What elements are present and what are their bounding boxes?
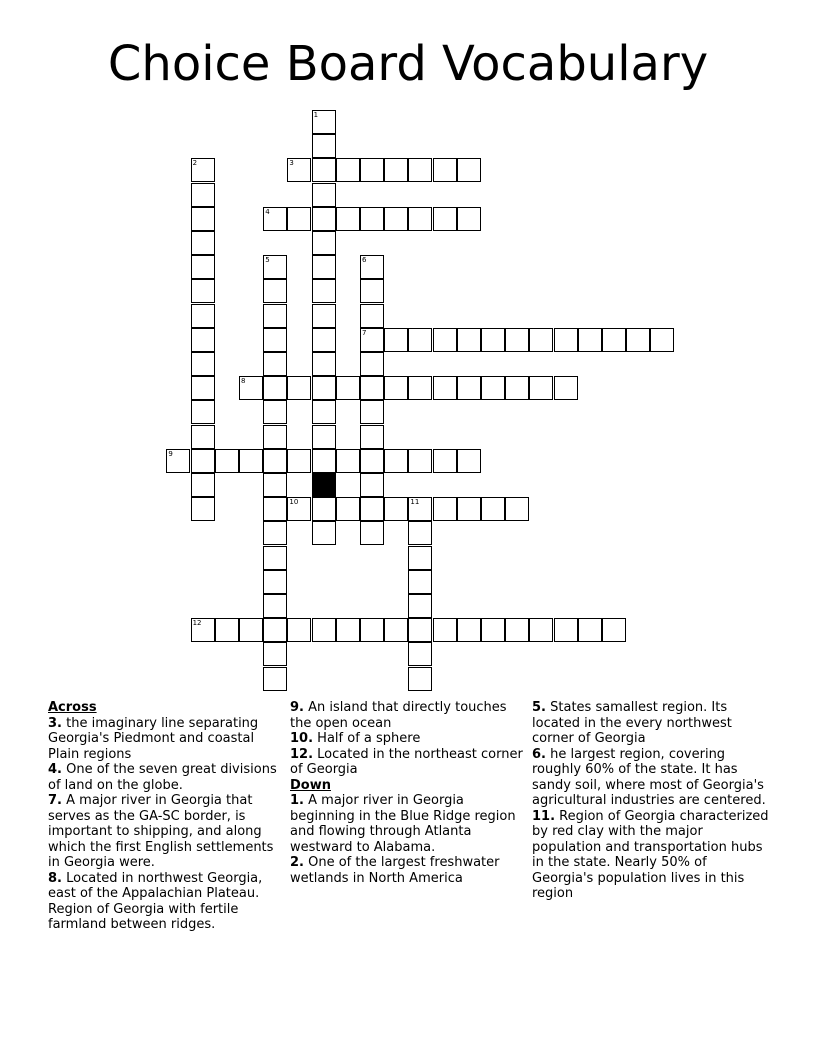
clue-text: Half of a sphere — [317, 731, 421, 746]
clue-across-12 — [290, 747, 526, 778]
clue-number-label: 7 — [362, 328, 367, 337]
grid-cell[interactable] — [263, 425, 287, 449]
clue-text: A major river in Georgia that serves as the GA-SC border, is important to shipping, and along which the first English settlements in Georgia were. — [48, 793, 274, 870]
grid-cell[interactable] — [191, 231, 215, 255]
grid-cell[interactable] — [263, 497, 287, 521]
grid-cell[interactable] — [263, 376, 287, 400]
grid-cell[interactable] — [263, 546, 287, 570]
grid-cell[interactable] — [191, 473, 215, 497]
clue-across-8 — [48, 871, 284, 933]
clue-across-7 — [48, 793, 284, 871]
grid-cell[interactable] — [529, 328, 553, 352]
grid-cell[interactable] — [408, 546, 432, 570]
grid-cell[interactable] — [336, 158, 360, 182]
grid-cell[interactable] — [481, 497, 505, 521]
grid-cell[interactable] — [263, 352, 287, 376]
grid-cell[interactable] — [384, 618, 408, 642]
grid-cell[interactable] — [360, 473, 384, 497]
clue-text: A major river in Georgia beginning in the Blue Ridge region and flowing through Atlanta westward to Alabama. — [290, 793, 516, 855]
grid-cell[interactable] — [287, 497, 311, 521]
grid-cell[interactable] — [336, 207, 360, 231]
clues-column-2 — [290, 700, 526, 886]
grid-cell[interactable] — [263, 667, 287, 691]
grid-cell[interactable] — [166, 449, 190, 473]
grid-cell[interactable] — [360, 207, 384, 231]
grid-cell[interactable] — [263, 207, 287, 231]
grid-cell[interactable] — [191, 255, 215, 279]
grid-cell[interactable] — [191, 352, 215, 376]
grid-cell[interactable] — [191, 279, 215, 303]
grid-cell[interactable] — [312, 618, 336, 642]
grid-cell[interactable] — [287, 449, 311, 473]
grid-cell[interactable] — [312, 400, 336, 424]
clue-number: 12. — [290, 746, 314, 762]
clues-column-1 — [48, 700, 284, 933]
grid-cell[interactable] — [408, 667, 432, 691]
grid-cell[interactable] — [408, 570, 432, 594]
grid-cell[interactable] — [360, 400, 384, 424]
grid-cell[interactable] — [554, 328, 578, 352]
grid-cell[interactable] — [505, 328, 529, 352]
grid-cell[interactable] — [312, 183, 336, 207]
grid-cell[interactable] — [408, 618, 432, 642]
grid-cell[interactable] — [360, 352, 384, 376]
grid-cell[interactable] — [360, 158, 384, 182]
grid-cell[interactable] — [457, 376, 481, 400]
grid-cell[interactable] — [312, 497, 336, 521]
grid-cell[interactable] — [360, 328, 384, 352]
clue-number-label: 12 — [192, 619, 202, 628]
grid-cell[interactable] — [408, 594, 432, 618]
grid-cell[interactable] — [529, 618, 553, 642]
grid-cell[interactable] — [360, 618, 384, 642]
grid-cell[interactable] — [360, 255, 384, 279]
clue-text: One of the largest freshwater wetlands in North America — [290, 855, 500, 886]
grid-cell[interactable] — [457, 497, 481, 521]
grid-cell[interactable] — [312, 328, 336, 352]
clue-across-4 — [48, 762, 284, 793]
grid-cell[interactable] — [481, 376, 505, 400]
grid-cell[interactable] — [191, 328, 215, 352]
black-cell — [312, 473, 336, 497]
grid-cell[interactable] — [360, 376, 384, 400]
grid-cell[interactable] — [336, 449, 360, 473]
grid-cell[interactable] — [263, 642, 287, 666]
grid-cell[interactable] — [287, 376, 311, 400]
grid-cell[interactable] — [384, 449, 408, 473]
grid-cell[interactable] — [408, 158, 432, 182]
grid-cell[interactable] — [457, 328, 481, 352]
clue-across-10 — [290, 731, 526, 747]
clue-number-label: 1 — [313, 111, 319, 119]
grid-cell[interactable] — [384, 207, 408, 231]
grid-cell[interactable] — [360, 304, 384, 328]
grid-cell[interactable] — [263, 570, 287, 594]
clue-number-label: 3 — [289, 159, 294, 168]
clue-text: Located in northwest Georgia, east of the Appalachian Plateau. Region of Georgia with fertile farmland between ridges. — [48, 870, 263, 932]
grid-cell[interactable] — [215, 618, 239, 642]
grid-cell[interactable] — [384, 497, 408, 521]
grid-cell[interactable] — [263, 449, 287, 473]
grid-cell[interactable] — [408, 376, 432, 400]
grid-cell[interactable] — [578, 328, 602, 352]
grid-cell[interactable] — [408, 207, 432, 231]
grid-cell[interactable] — [408, 328, 432, 352]
grid-cell[interactable] — [263, 473, 287, 497]
grid-cell[interactable] — [312, 425, 336, 449]
grid-cell[interactable] — [336, 497, 360, 521]
grid-cell[interactable] — [191, 158, 215, 182]
clue-number: 7. — [48, 793, 62, 808]
grid-cell[interactable] — [287, 618, 311, 642]
grid-cell[interactable] — [360, 497, 384, 521]
grid-cell[interactable] — [263, 328, 287, 352]
grid-cell[interactable] — [433, 618, 457, 642]
clue-number: 6. — [532, 746, 546, 762]
grid-cell[interactable] — [505, 618, 529, 642]
grid-cell[interactable] — [191, 304, 215, 328]
grid-cell[interactable] — [433, 328, 457, 352]
clue-across-9 — [290, 700, 526, 731]
grid-cell[interactable] — [602, 328, 626, 352]
clue-number: 2. — [290, 855, 304, 870]
grid-cell[interactable] — [191, 207, 215, 231]
grid-cell[interactable] — [312, 207, 336, 231]
clue-number: 3. — [48, 715, 62, 731]
grid-cell[interactable] — [578, 618, 602, 642]
grid-cell[interactable] — [360, 521, 384, 545]
clue-across-3 — [48, 716, 284, 763]
grid-cell[interactable] — [191, 618, 215, 642]
grid-cell[interactable] — [287, 207, 311, 231]
grid-cell[interactable] — [263, 521, 287, 545]
across-heading: Across — [48, 700, 97, 715]
clue-number: 5. — [532, 700, 546, 715]
clue-number-label: 8 — [241, 377, 246, 386]
clue-down-11 — [532, 809, 772, 902]
grid-cell[interactable] — [360, 279, 384, 303]
grid-cell[interactable] — [433, 497, 457, 521]
grid-cell[interactable] — [481, 618, 505, 642]
clue-down-2 — [290, 855, 526, 886]
clue-number: 4. — [48, 762, 62, 777]
down-heading: Down — [290, 777, 331, 793]
grid-cell[interactable] — [191, 497, 215, 521]
grid-cell[interactable] — [529, 376, 553, 400]
grid-cell[interactable] — [336, 618, 360, 642]
grid-cell[interactable] — [312, 231, 336, 255]
clue-number: 11. — [532, 808, 556, 824]
clue-number-label: 4 — [265, 207, 270, 216]
clue-text: the imaginary line separating Georgia's Piedmont and coastal Plain regions — [48, 715, 259, 762]
grid-cell[interactable] — [433, 207, 457, 231]
grid-cell[interactable] — [360, 425, 384, 449]
clue-text: Located in the northeast corner of Georgia — [290, 746, 523, 777]
grid-cell[interactable] — [191, 376, 215, 400]
grid-cell[interactable] — [408, 449, 432, 473]
grid-cell[interactable] — [312, 110, 336, 134]
grid-cell[interactable] — [384, 376, 408, 400]
page-title: Choice Board Vocabulary — [107, 36, 709, 92]
grid-cell[interactable] — [312, 158, 336, 182]
grid-cell[interactable] — [602, 618, 626, 642]
grid-cell[interactable] — [239, 449, 263, 473]
grid-cell[interactable] — [360, 449, 384, 473]
clue-number: 9. — [290, 700, 304, 715]
grid-cell[interactable] — [481, 328, 505, 352]
clue-text: States samallest region. Its located in the every northwest corner of Georgia — [532, 700, 732, 746]
grid-cell[interactable] — [312, 521, 336, 545]
grid-cell[interactable] — [239, 618, 263, 642]
grid-cell[interactable] — [312, 449, 336, 473]
grid-cell[interactable] — [626, 328, 650, 352]
clue-number-label: 2 — [192, 159, 198, 168]
grid-cell[interactable] — [191, 183, 215, 207]
grid-cell[interactable] — [312, 304, 336, 328]
grid-cell[interactable] — [263, 255, 287, 279]
grid-cell[interactable] — [263, 594, 287, 618]
clue-number: 1. — [290, 793, 304, 808]
grid-cell[interactable] — [312, 352, 336, 376]
grid-cell[interactable] — [287, 158, 311, 182]
grid-cell[interactable] — [433, 449, 457, 473]
grid-cell[interactable] — [650, 328, 674, 352]
grid-cell[interactable] — [408, 521, 432, 545]
clue-down-6 — [532, 747, 772, 809]
grid-cell[interactable] — [312, 134, 336, 158]
clue-number: 10. — [290, 731, 314, 746]
clue-number-label: 11 — [410, 498, 420, 507]
grid-cell[interactable] — [433, 376, 457, 400]
clue-number-label: 9 — [168, 449, 173, 458]
grid-cell[interactable] — [457, 158, 481, 182]
grid-cell[interactable] — [457, 618, 481, 642]
grid-cell[interactable] — [263, 400, 287, 424]
grid-cell[interactable] — [433, 158, 457, 182]
grid-cell[interactable] — [505, 376, 529, 400]
grid-cell[interactable] — [239, 376, 263, 400]
grid-cell[interactable] — [191, 400, 215, 424]
grid-cell[interactable] — [215, 449, 239, 473]
clue-text: An island that directly touches the open ocean — [290, 700, 507, 731]
clue-down-5 — [532, 700, 772, 747]
clue-text: he largest region, covering roughly 60% of the state. It has sandy soil, where most of Georgia's agricultural industries are centered. — [532, 746, 766, 808]
clues-column-3 — [532, 700, 772, 902]
grid-cell[interactable] — [191, 425, 215, 449]
clue-down-1 — [290, 793, 526, 855]
grid-cell[interactable] — [263, 304, 287, 328]
clue-number: 8. — [48, 870, 62, 886]
grid-cell[interactable] — [457, 449, 481, 473]
clue-text: Region of Georgia characterized by red clay with the major population and transportation hubs in the state. Nearly 50% of Georgia's population lives in this region — [532, 808, 769, 901]
grid-cell[interactable] — [554, 376, 578, 400]
grid-cell[interactable] — [408, 497, 432, 521]
grid-cell[interactable] — [336, 376, 360, 400]
grid-cell[interactable] — [263, 279, 287, 303]
grid-cell[interactable] — [312, 255, 336, 279]
grid-cell[interactable] — [505, 497, 529, 521]
grid-cell[interactable] — [312, 279, 336, 303]
grid-cell[interactable] — [384, 158, 408, 182]
grid-cell[interactable] — [457, 207, 481, 231]
clue-number-label: 6 — [362, 256, 367, 265]
grid-cell[interactable] — [263, 618, 287, 642]
grid-cell[interactable] — [384, 328, 408, 352]
clue-number-label: 10 — [289, 498, 299, 507]
clue-text: One of the seven great divisions of land on the globe. — [48, 762, 277, 793]
grid-cell[interactable] — [554, 618, 578, 642]
grid-cell[interactable] — [191, 449, 215, 473]
grid-cell[interactable] — [312, 376, 336, 400]
grid-cell[interactable] — [408, 642, 432, 666]
clue-number-label: 5 — [265, 256, 270, 265]
